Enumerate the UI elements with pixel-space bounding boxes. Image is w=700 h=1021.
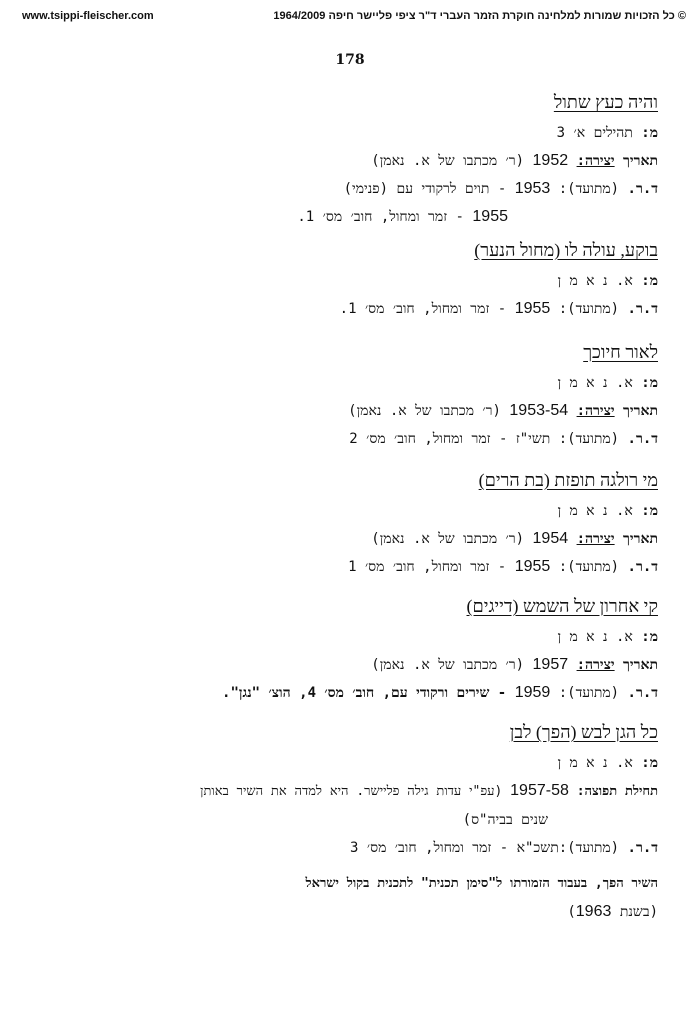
line-label: תאריך [623, 657, 658, 673]
page-number: 178 [335, 52, 365, 68]
line-label: ד.ר. [627, 685, 658, 701]
line-label: ד.ר. [627, 301, 658, 317]
song-title: קי אחרון של השמש (דייגים) [466, 596, 658, 616]
entry-line [40, 806, 658, 834]
entry-line [40, 497, 658, 525]
line-text: א. נ א מ ן [557, 755, 633, 771]
line-text: (בשנת [619, 904, 658, 920]
line-label: ד.ר. [627, 840, 658, 856]
line-text: תהילים א׳ 3 [556, 125, 633, 141]
line-text: (מתועד): [558, 301, 620, 317]
entry-line [40, 870, 658, 898]
song-entry [40, 470, 658, 581]
entry-line [40, 623, 658, 651]
line-label: תאריך [623, 153, 658, 169]
entry-line [40, 267, 658, 295]
entry-line [40, 749, 658, 777]
line-text: (עפ"י עדות גילה פליישר. היא למדה את השיר באותן [200, 784, 503, 799]
line-label-underlined: יצירה: [576, 531, 615, 547]
line-text: א. נ א מ ן [557, 375, 633, 391]
copyright-notice: © כל הזכויות שמורות למלחינה חוקרת הזמר העברי ד"ר ציפי פליישר חיפה 1964/2009 [273, 10, 686, 22]
song-title: כל הגן לבש (הפך) לבן [509, 722, 658, 742]
line-text: שנים בביה"ס) [462, 812, 548, 828]
entry-line [40, 369, 658, 397]
line-rest: - שירים ורקודי עם, חוב׳ מס׳ 4, הוצ׳ "נגן". [222, 685, 507, 701]
line-text: (מתועד): [558, 685, 620, 701]
line-number: 1957-58 [510, 782, 569, 799]
line-text: השיר הפך, בעבוד הזמורתו ל"סימן תכנית" לתכנית בקול ישראל [305, 876, 658, 891]
line-number: 1955 [472, 208, 508, 225]
line-text: (ר׳ מכתבו של א. נאמן) [348, 403, 501, 419]
song-title: מי רולגה תופזת (בת הרים) [478, 470, 658, 490]
entry-line [40, 898, 658, 926]
line-text: א. נ א מ ן [557, 629, 633, 645]
song-title: והיה כעץ שתול [553, 92, 658, 112]
entry-line [40, 679, 658, 707]
song-entry [40, 92, 658, 231]
line-text: (מתועד): [558, 559, 620, 575]
line-number: 1955 [514, 558, 551, 575]
line-number: 1955 [514, 300, 551, 317]
entry-line [40, 175, 658, 203]
entry-line [40, 651, 658, 679]
song-entry [40, 342, 658, 453]
entry-line [40, 119, 658, 147]
line-label: ד.ר. [627, 559, 658, 575]
line-label: מ: [641, 125, 658, 141]
line-text: א. נ א מ ן [557, 273, 633, 289]
site-url: www.tsippi-fleischer.com [22, 10, 154, 22]
song-title: לאור חיוכך [583, 342, 658, 362]
line-label-underlined: יצירה: [576, 153, 615, 169]
entry-line [40, 553, 658, 581]
entry-line [40, 834, 658, 862]
line-number: 1963 [575, 903, 612, 920]
line-label: תחילת תפוצה: [576, 784, 658, 799]
line-number: 1959 [514, 684, 551, 701]
entry-line [40, 777, 658, 806]
line-label: ד.ר. [627, 181, 658, 197]
song-entry [40, 240, 658, 323]
line-text: (ר׳ מכתבו של א. נאמן) [371, 153, 525, 169]
line-text: (ר׳ מכתבו של א. נאמן) [371, 531, 525, 547]
line-rest: - תוים לרקודי עם (פנימי) [343, 181, 507, 197]
line-text: - זמר ומחול, חוב׳ מס׳ 1. [297, 209, 464, 225]
line-rest: ) [567, 904, 576, 920]
line-label: מ: [641, 375, 658, 391]
line-text: (מתועד):תשכ"א - זמר ומחול, חוב׳ מס׳ 3 [350, 840, 620, 856]
entry-line [40, 525, 658, 553]
song-entry [40, 596, 658, 707]
line-label: מ: [641, 503, 658, 519]
line-label: תאריך [623, 403, 658, 419]
entry-line [40, 203, 658, 231]
line-number: 1954 [532, 530, 569, 547]
line-label-underlined: יצירה: [576, 403, 615, 419]
line-number: 1953-54 [509, 402, 569, 419]
entry-line [40, 147, 658, 175]
line-text: (ר׳ מכתבו של א. נאמן) [371, 657, 525, 673]
line-number: 1952 [532, 152, 569, 169]
entry-line [40, 397, 658, 425]
line-text: (מתועד): [558, 181, 620, 197]
line-number: 1953 [514, 180, 551, 197]
line-label: מ: [641, 273, 658, 289]
line-label: מ: [641, 629, 658, 645]
line-text: א. נ א מ ן [557, 503, 633, 519]
line-number: 1957 [532, 656, 569, 673]
song-entry [40, 722, 658, 926]
entry-line [40, 295, 658, 323]
line-text: (מתועד): תשי"ז - זמר ומחול, חוב׳ מס׳ 2 [349, 431, 620, 447]
line-label-underlined: יצירה: [576, 657, 615, 673]
line-label: ד.ר. [627, 431, 658, 447]
line-label: מ: [641, 755, 658, 771]
line-label: תאריך [623, 531, 658, 547]
entry-line [40, 425, 658, 453]
line-rest: - זמר ומחול, חוב׳ מס׳ 1. [339, 301, 507, 317]
line-rest: - זמר ומחול, חוב׳ מס׳ 1 [348, 559, 507, 575]
song-title: בוקע, עולה לו (מחול הנער) [474, 240, 658, 260]
